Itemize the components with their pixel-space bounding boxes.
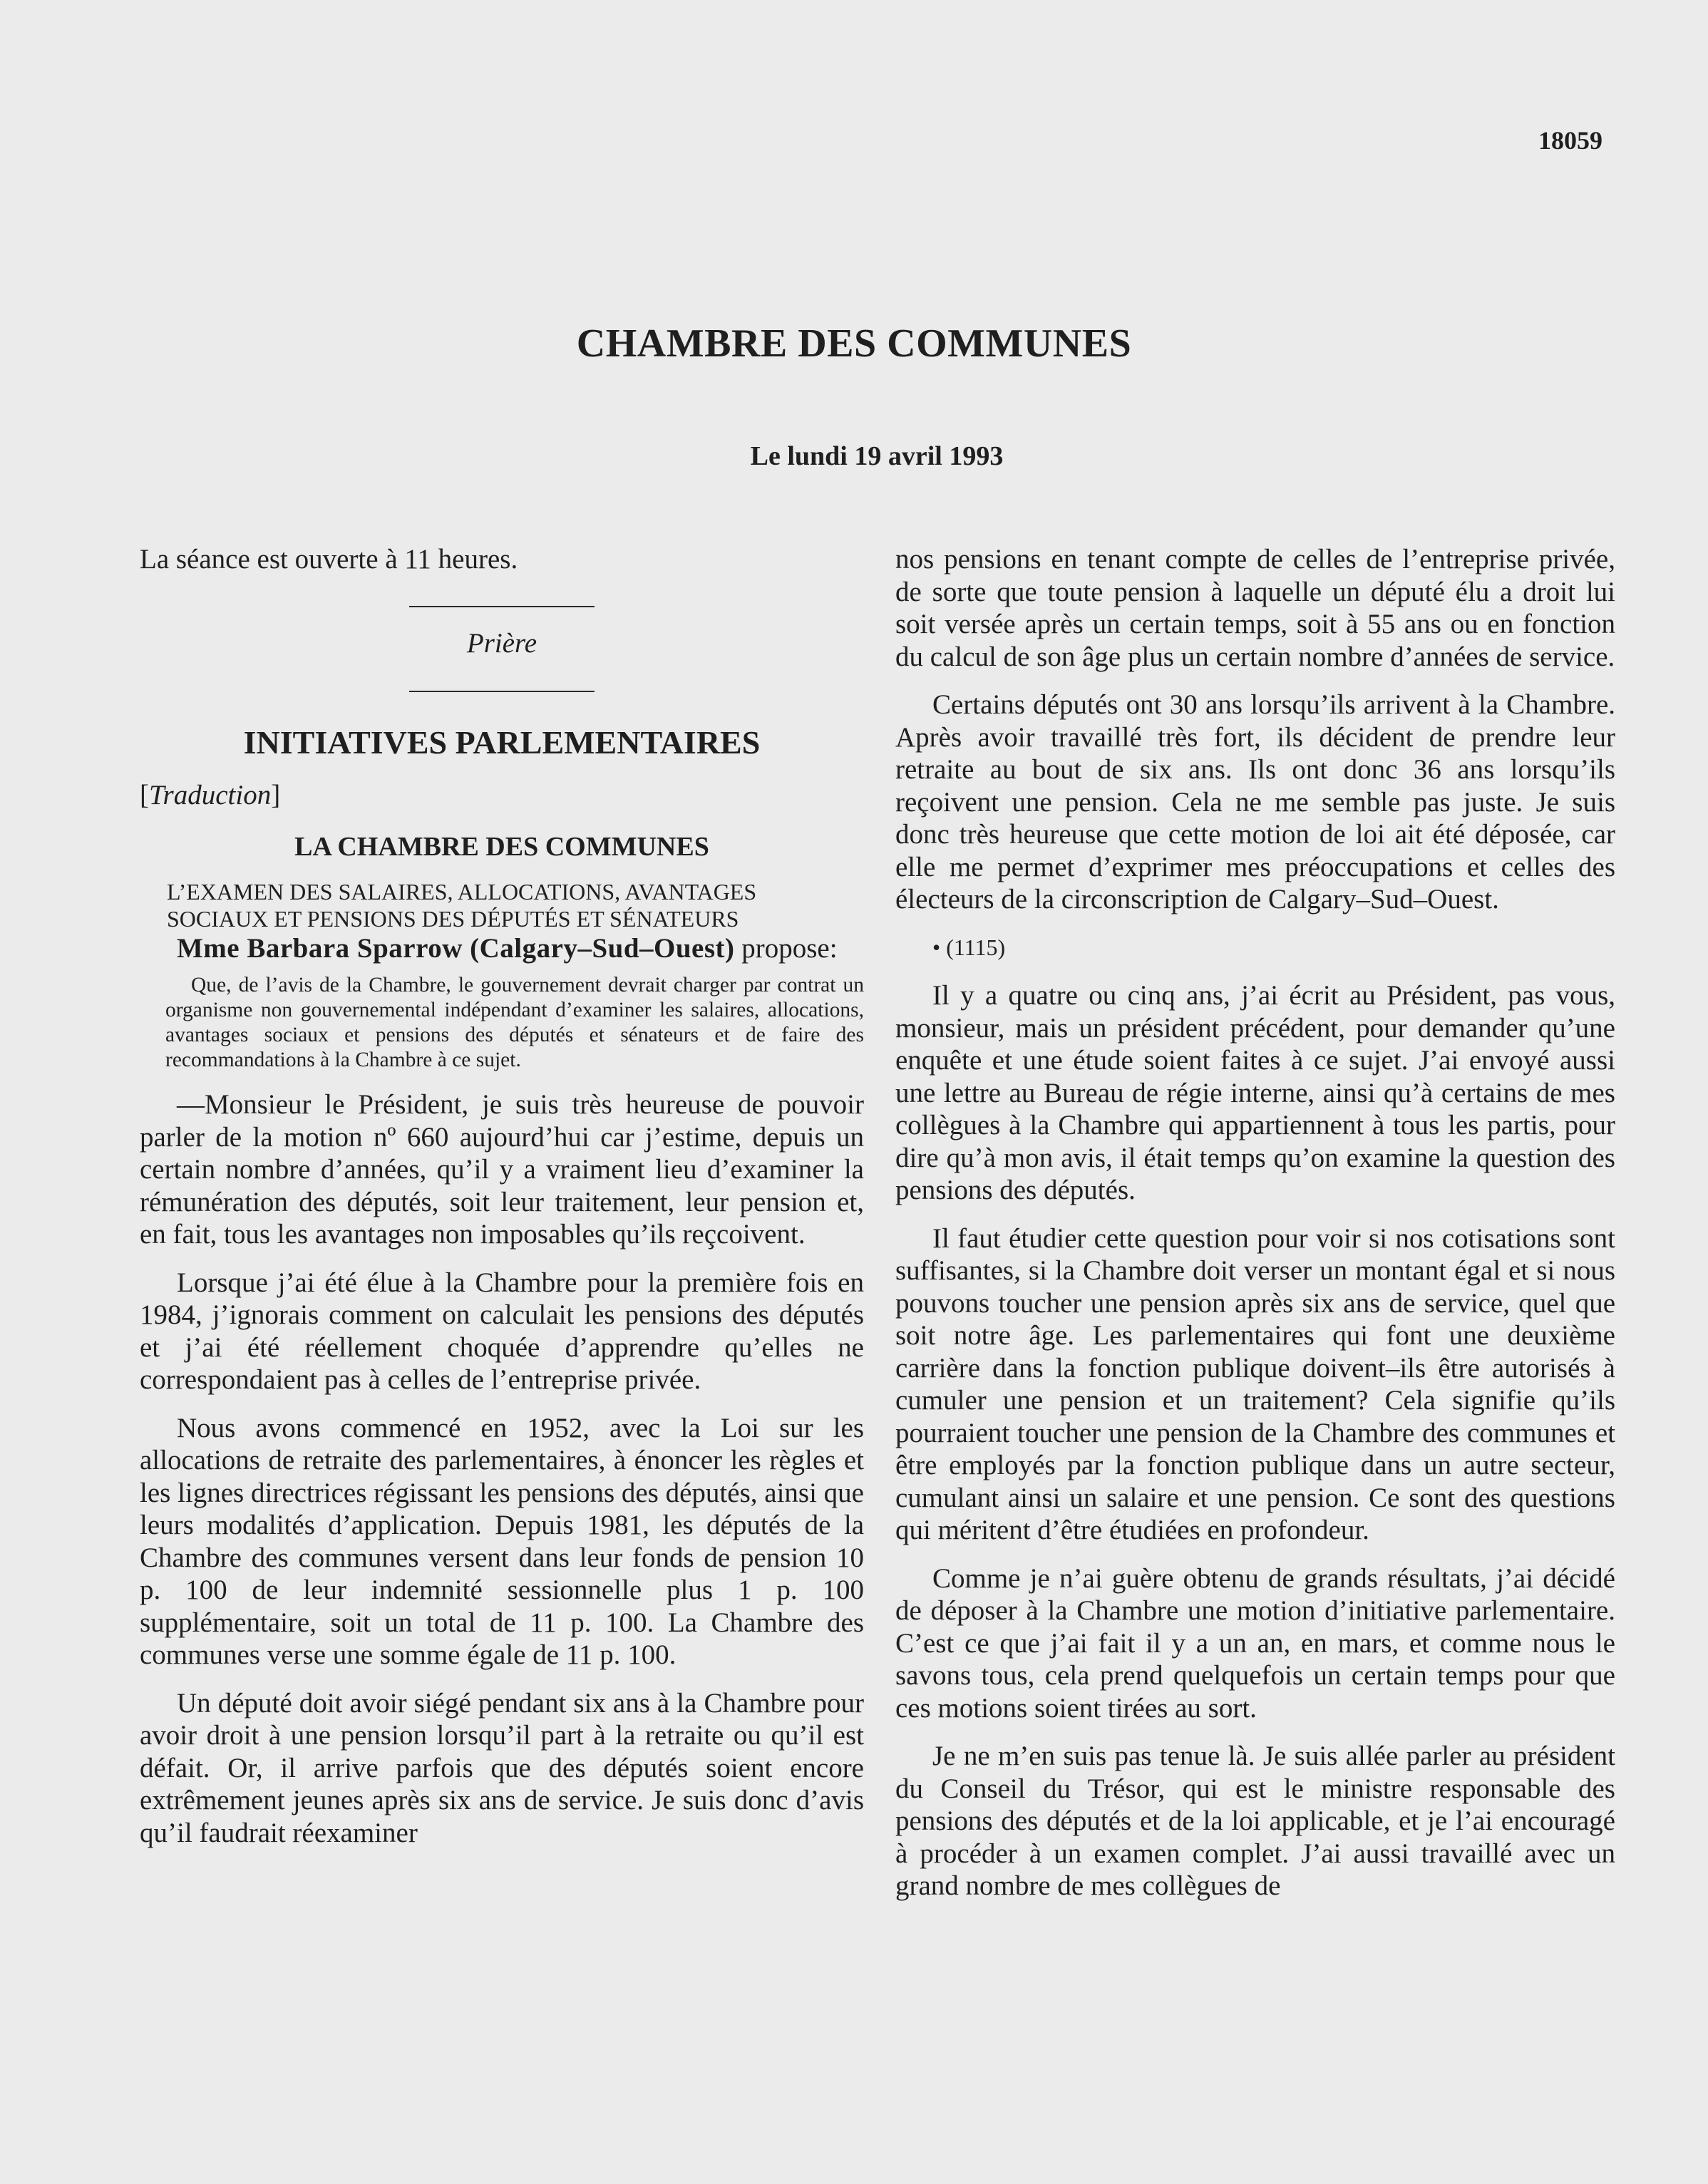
translation-note	[140, 779, 864, 812]
paragraph: Un député doit avoir siégé pendant six ans à la Chambre pour avoir droit à une pension lorsqu’il part à la retraite ou qu’il est défait. Or, il arrive parfois que des députés soient encore extrêmement jeunes après six ans de service. Je suis donc d’avis qu’il faudrait réexaminer	[140, 1687, 864, 1848]
opening-line: La séance est ouverte à 11 heures.	[140, 544, 518, 575]
time-marker: • (1115)	[932, 934, 1006, 960]
paragraph: Lorsque j’ai été élue à la Chambre pour la première fois en 1984, j’ignorais comment on calculait les pensions des députés et j’ai été réellement choquée d’apprendre qu’elles ne correspondaient pas à celles de l’entreprise privée.	[140, 1267, 864, 1395]
motion-intro	[140, 932, 864, 965]
paragraph: Je ne m’en suis pas tenue là. Je suis allée parler au président du Conseil du Trésor, qui est le ministre responsable des pensions des députés et de la loi applicable, et je l’ai encouragé à procéder à un examen complet. J’ai aussi travaillé avec un grand nombre de mes collègues de	[895, 1741, 1615, 1901]
page-title: CHAMBRE DES COMMUNES	[576, 321, 1132, 366]
paragraph: Il y a quatre ou cinq ans, j’ai écrit au Président, pas vous, monsieur, mais un président précédent, pour demander qu’une enquête et une étude soient faites à ce sujet. J’ai envoyé aussi une lettre au Bureau de régie interne, ainsi qu’à certains de mes collègues à la Chambre qui appartiennent à tous les partis, pour dire qu’à mon avis, il était temps qu’on examine la question des pensions des députés.	[895, 980, 1615, 1205]
divider-rule	[409, 691, 595, 692]
motion-text: Que, de l’avis de la Chambre, le gouvernement devrait charger par contrat un organisme non gouvernemental indépendant d’examiner les salaires, allocations, avantages sociaux et pensions des députés et sénateurs et de faire des recommandations à la Chambre à ce sujet.	[165, 974, 864, 1071]
left-column	[140, 543, 864, 1849]
subheading: LA CHAMBRE DES COMMUNES	[294, 832, 709, 862]
translation-note-text: Traduction	[149, 779, 272, 810]
paragraph: Nous avons commencé en 1952, avec la Loi sur les allocations de retraite des parlementaires, à énoncer les règles et les lignes directrices régissant les pensions des députés, ainsi que leurs modalités d’application. Depuis 1981, les députés de la Chambre des communes versent dans leur fonds de pension 10 p. 100 de leur indemnité sessionnelle plus 1 p. 100 supplémentaire, soit un total de 11 p. 100. La Chambre des communes verse une somme égale de 11 p. 100.	[140, 1412, 864, 1670]
subsubheading-line: SOCIAUX ET PENSIONS DES DÉPUTÉS ET SÉNATEURS	[167, 905, 739, 932]
translation-bracket-open: [	[140, 779, 149, 810]
section-heading: INITIATIVES PARLEMENTAIRES	[243, 724, 761, 761]
speaker-name: Mme Barbara Sparrow (Calgary–Sud–Ouest)	[177, 932, 735, 964]
sitting-date: Le lundi 19 avril 1993	[750, 441, 1004, 471]
paragraph: Il faut étudier cette question pour voir si nos cotisations sont suffisantes, si la Chambre doit verser un montant égal et si nous pouvons toucher une pension après six ans de service, quel que soit notre âge. Les parlementaires qui font une deuxième carrière dans la fonction publique doivent–ils être autorisés à cumuler une pension et un traitement? Cela signifie qu’ils pourraient toucher une pension de la Chambre des communes et être employés par la fonction publique dans un autre secteur, cumulant ainsi un salaire et une pension. Ce sont des questions qui méritent d’être étudiées en profondeur.	[895, 1222, 1615, 1545]
paragraph: Comme je n’ai guère obtenu de grands résultats, j’ai décidé de déposer à la Chambre une motion d’initiative parlementaire. C’est ce que j’ai fait il y a un an, en mars, et comme nous le savons tous, cela prend quelquefois un certain temps pour que ces motions soient tirées au sort.	[895, 1562, 1615, 1724]
paragraph: Certains députés ont 30 ans lorsqu’ils arrivent à la Chambre. Après avoir travaillé très fort, ils décident de prendre leur retraite au bout de six ans. Ils ont donc 36 ans lorsqu’ils reçoivent une pension. Cela ne me semble pas juste. Je suis donc très heureuse que cette motion de loi ait été déposée, car elle me permet d’exprimer mes préoccupations et celles des électeurs de la circonscription de Calgary–Sud–Ouest.	[895, 689, 1615, 915]
paragraph: —Monsieur le Président, je suis très heureuse de pouvoir parler de la motion nº 660 aujourd’hui car j’estime, depuis un certain nombre d’années, qu’il y a vraiment lieu d’examiner la rémunération des députés, soit leur traitement, leur pension et, en fait, tous les avantages non imposables qu’ils reçcoivent.	[140, 1089, 864, 1250]
speaker-suffix: propose:	[734, 932, 838, 964]
page-number: 18059	[1538, 126, 1602, 155]
translation-bracket-close: ]	[271, 779, 281, 810]
divider-rule	[409, 606, 595, 607]
prayer-heading: Prière	[466, 627, 537, 659]
right-column	[895, 543, 1615, 1902]
paragraph: nos pensions en tenant compte de celles de l’entreprise privée, de sorte que toute pension à laquelle un député élu a droit lui soit versée après un certain temps, soit à 55 ans ou en fonction du calcul de son âge plus un certain nombre d’années de service.	[895, 544, 1615, 672]
subsubheading	[140, 878, 864, 932]
subsubheading-line: L’EXAMEN DES SALAIRES, ALLOCATIONS, AVANTAGES	[167, 878, 757, 905]
